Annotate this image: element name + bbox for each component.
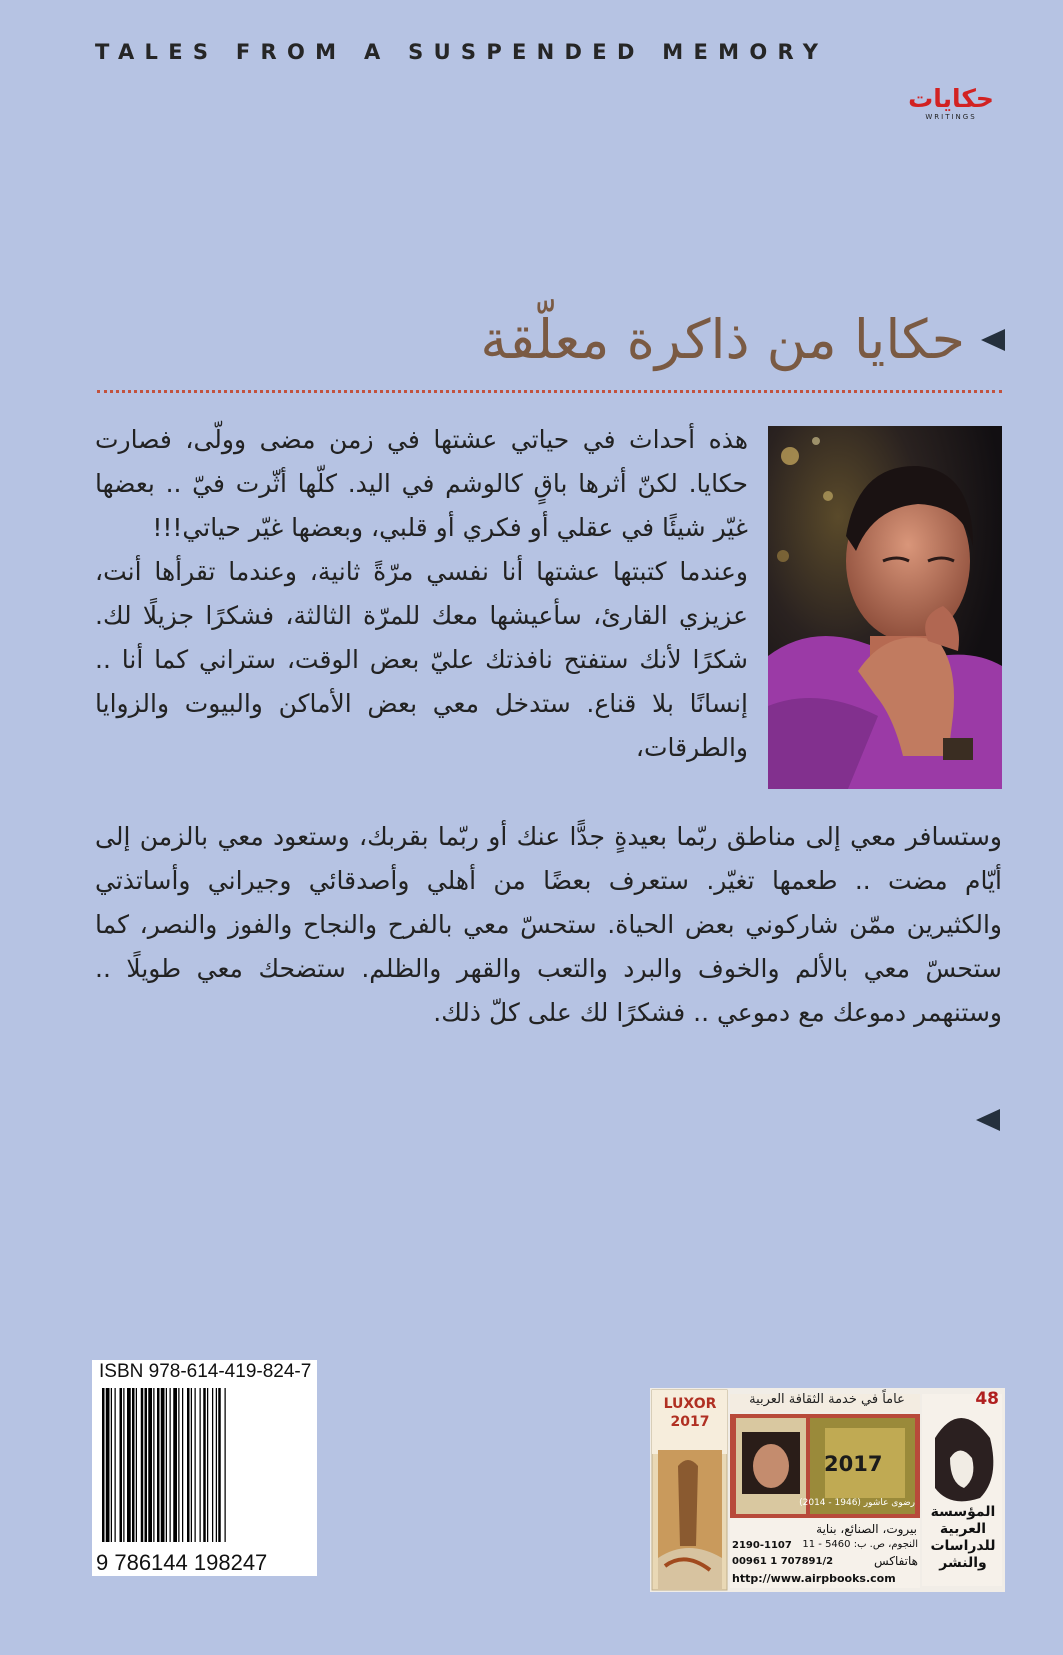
stamp-year-badge: 2017 (824, 1452, 883, 1476)
publisher-name-line-4: والنشر (939, 1555, 987, 1571)
title-row (480, 308, 1005, 372)
barcode-bar (225, 1388, 226, 1542)
barcode-bar (178, 1388, 179, 1542)
barcode-bar (182, 1388, 183, 1542)
stamp-city-year: 2017 (670, 1414, 710, 1430)
author-photo (768, 426, 1002, 789)
blurb-paragraph-1: هذه أحداث في حياتي عشتها في زمن مضى وولّى، فصارت حكايا. لكنّ أثرها باقٍ كالوشم في اليد. كلّها أثّرت فيّ .. بعضها غيّر شيئًا في عقلي أو فكري أو قلبي، وبعضها غيّر حياتي!!! (95, 425, 748, 542)
barcode-bar (115, 1388, 116, 1542)
barcode-bar (200, 1388, 201, 1542)
barcode-bar (195, 1388, 196, 1542)
barcode-bar (132, 1388, 135, 1542)
publisher-name-line-1: المؤسسة (930, 1504, 996, 1520)
stamp-phone-1: 2190-1107 (732, 1540, 792, 1551)
anniversary-text: عاماً في خدمة الثقافة العربية (749, 1392, 905, 1407)
stamp-address: بيروت، الصنائع، بناية (816, 1522, 917, 1536)
barcode-bar (106, 1388, 110, 1542)
imprint-logo-text: حكايات (908, 84, 994, 113)
barcode-bar (111, 1388, 112, 1542)
imprint-logo (900, 86, 1002, 121)
blurb-bottom (95, 815, 1002, 1035)
anniversary-number: 48 (975, 1389, 999, 1409)
blurb-paragraph-2: وعندما كتبتها عشتها أنا نفسي مرّةً ثانية، وعندما تقرأها أنت، عزيزي القارئ، سأعيشها معك للمرّة الثالثة، فشكرًا جزيلًا لك. شكرًا لأنك ستفتح نافذتك عليّ بعض الوقت، ستراني كما أنا .. إنسانًا بلا قناع. ستدخل معي بعض الأماكن والبيوت والزوايا والطرقات، (95, 557, 748, 762)
stamp-fax-label: هاتفاكس (873, 1554, 918, 1568)
barcode-bars (100, 1388, 310, 1542)
barcode-bar (170, 1388, 171, 1542)
stamp-city: LUXOR (663, 1396, 717, 1412)
barcode-bar (145, 1388, 148, 1542)
barcode-bar (148, 1388, 152, 1542)
barcode-bar (212, 1388, 213, 1542)
barcode-bar (203, 1388, 206, 1542)
blurb-top (95, 418, 748, 770)
barcode-bar (173, 1388, 177, 1542)
barcode-bar (123, 1388, 124, 1542)
author-photo-illustration (768, 426, 1002, 789)
publisher-name-line-3: للدراسات (930, 1538, 996, 1554)
barcode-bar (207, 1388, 208, 1542)
publisher-name (924, 1504, 1002, 1572)
isbn-label: ISBN 978-614-419-824-7 (99, 1361, 312, 1382)
blurb-paragraph-3: وستسافر معي إلى مناطق ربّما بعيدةٍ جدًّا عنك أو ربّما بقربك، وستعود معي بالزمن إلى أيّام مضت .. طعمها تغيّر. ستعرف بعضًا من أهلي وأصدقائي وجيراني وأساتذتي والكثيرين ممّن شاركوني بعض الحياة. ستحسّ معي بالفرح والنجاح والفوز والنصر، كما ستحسّ معي بالألم والخوف والبرد والتعب والقهر والظلم. ستضحك معي طويلًا .. وستنهمر دموعك مع دموعي .. فشكرًا لك على كلّ ذلك. (95, 822, 1002, 1027)
imprint-logo-en: WRITINGS (925, 113, 977, 121)
stamp-dates-caption: رضوى عاشور (1946 - 2014) (799, 1498, 915, 1508)
title-arrow-icon (981, 329, 1005, 351)
stamp-website: http://www.airpbooks.com (732, 1572, 896, 1585)
barcode-bar (102, 1388, 105, 1542)
barcode-bar (136, 1388, 137, 1542)
stamp-po-box: النجوم، ص. ب: 5460 - 11 (802, 1539, 918, 1550)
publisher-stamp (650, 1388, 1005, 1592)
end-arrow-icon (976, 1109, 1000, 1131)
barcode-panel (92, 1360, 317, 1576)
series-title: TALES FROM A SUSPENDED MEMORY (95, 40, 829, 64)
barcode-bar (127, 1388, 131, 1542)
barcode-bar (153, 1388, 154, 1542)
barcode-bar (166, 1388, 167, 1542)
barcode-bar (216, 1388, 217, 1542)
dotted-divider (97, 390, 1002, 393)
barcode-bar (187, 1388, 190, 1542)
barcode-bar (161, 1388, 165, 1542)
book-title: حكايا من ذاكرة معلّقة (480, 308, 965, 371)
barcode-bar (191, 1388, 192, 1542)
barcode-digits: 9 786144 198247 (96, 1550, 268, 1575)
barcode-bar (141, 1388, 144, 1542)
publisher-name-line-2: العربية (939, 1521, 987, 1537)
stamp-phone-2: 00961 1 707891/2 (732, 1556, 834, 1567)
barcode-bar (218, 1388, 221, 1542)
barcode-bar (120, 1388, 123, 1542)
barcode-bar (157, 1388, 160, 1542)
